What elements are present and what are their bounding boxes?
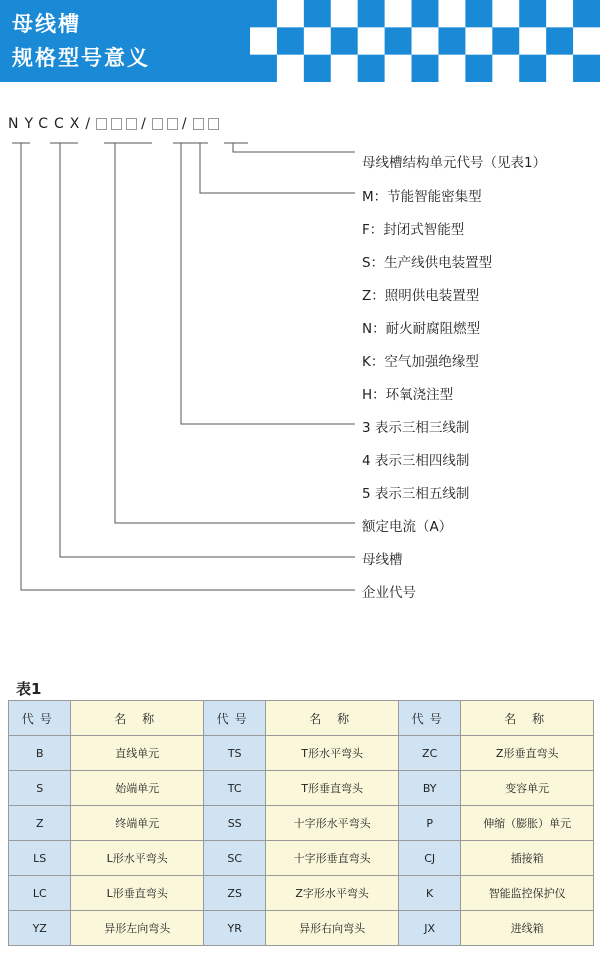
code-cell: Z	[9, 806, 71, 841]
name-cell: T形垂直弯头	[266, 771, 399, 806]
legend-item: S：生产线供电装置型	[362, 255, 493, 271]
code-cell: TC	[203, 771, 265, 806]
model-code-sep: /	[85, 116, 97, 132]
name-cell: 伸缩（膨胀）单元	[461, 806, 594, 841]
header-code: 代号	[203, 701, 265, 736]
legend-item: 母线槽结构单元代号（见表1）	[362, 155, 547, 171]
code-cell: BY	[398, 771, 460, 806]
table-title: 表1	[16, 680, 42, 698]
table-row	[9, 911, 594, 946]
table-body	[9, 736, 594, 946]
code-cell: JX	[398, 911, 460, 946]
name-cell: 始端单元	[71, 771, 204, 806]
name-cell: 进线箱	[461, 911, 594, 946]
spec-table	[8, 700, 594, 946]
name-cell: 智能监控保护仪	[461, 876, 594, 911]
name-cell: 直线单元	[71, 736, 204, 771]
legend-item: 母线槽	[362, 552, 403, 568]
name-cell: 异形左向弯头	[71, 911, 204, 946]
legend-item: 4 表示三相四线制	[362, 453, 470, 469]
code-cell: B	[9, 736, 71, 771]
connector-line	[200, 143, 355, 193]
name-cell: T形水平弯头	[266, 736, 399, 771]
name-cell: L形水平弯头	[71, 841, 204, 876]
connector-line	[181, 143, 355, 424]
name-cell: L形垂直弯头	[71, 876, 204, 911]
header-name: 名 称	[71, 701, 204, 736]
table-row	[9, 771, 594, 806]
header-code: 代号	[398, 701, 460, 736]
connector-line	[115, 143, 355, 523]
code-cell: S	[9, 771, 71, 806]
name-cell: Z字形水平弯头	[266, 876, 399, 911]
code-cell: SS	[203, 806, 265, 841]
header-code: 代号	[9, 701, 71, 736]
connector-line	[60, 143, 355, 557]
legend-item: H：环氧浇注型	[362, 387, 454, 403]
code-cell: YZ	[9, 911, 71, 946]
name-cell: 十字形垂直弯头	[266, 841, 399, 876]
legend-item: K：空气加强绝缘型	[362, 354, 479, 370]
table-header-row	[9, 701, 594, 736]
code-cell: SC	[203, 841, 265, 876]
table-row	[9, 736, 594, 771]
legend-item: F：封闭式智能型	[362, 222, 465, 238]
name-cell: 异形右向弯头	[266, 911, 399, 946]
name-cell: 十字形水平弯头	[266, 806, 399, 841]
header-name: 名 称	[266, 701, 399, 736]
code-cell: ZC	[398, 736, 460, 771]
code-cell: K	[398, 876, 460, 911]
legend-item: 额定电流（A）	[362, 519, 453, 535]
header-title-line1: 母线槽	[12, 12, 81, 36]
code-cell: CJ	[398, 841, 460, 876]
header-title-line2: 规格型号意义	[12, 46, 150, 70]
legend-item: 3 表示三相三线制	[362, 420, 470, 436]
name-cell: 插接箱	[461, 841, 594, 876]
code-cell: LS	[9, 841, 71, 876]
name-cell: 变容单元	[461, 771, 594, 806]
code-cell: ZS	[203, 876, 265, 911]
legend-item: M：节能智能密集型	[362, 189, 482, 205]
model-code-prefix: NYCCX	[8, 116, 86, 132]
legend-item: N：耐火耐腐阻燃型	[362, 321, 481, 337]
table-row	[9, 806, 594, 841]
legend-item: 企业代号	[362, 585, 416, 601]
model-code-sep: /	[181, 116, 193, 132]
code-cell: P	[398, 806, 460, 841]
code-cell: YR	[203, 911, 265, 946]
code-cell: TS	[203, 736, 265, 771]
connector-line	[233, 143, 355, 152]
code-cell: LC	[9, 876, 71, 911]
table-row	[9, 841, 594, 876]
legend-item: 5 表示三相五线制	[362, 486, 470, 502]
model-code-sep: /	[141, 116, 152, 132]
table-row	[9, 876, 594, 911]
legend-item: Z：照明供电装置型	[362, 288, 480, 304]
name-cell: 终端单元	[71, 806, 204, 841]
header-name: 名 称	[461, 701, 594, 736]
name-cell: Z形垂直弯头	[461, 736, 594, 771]
